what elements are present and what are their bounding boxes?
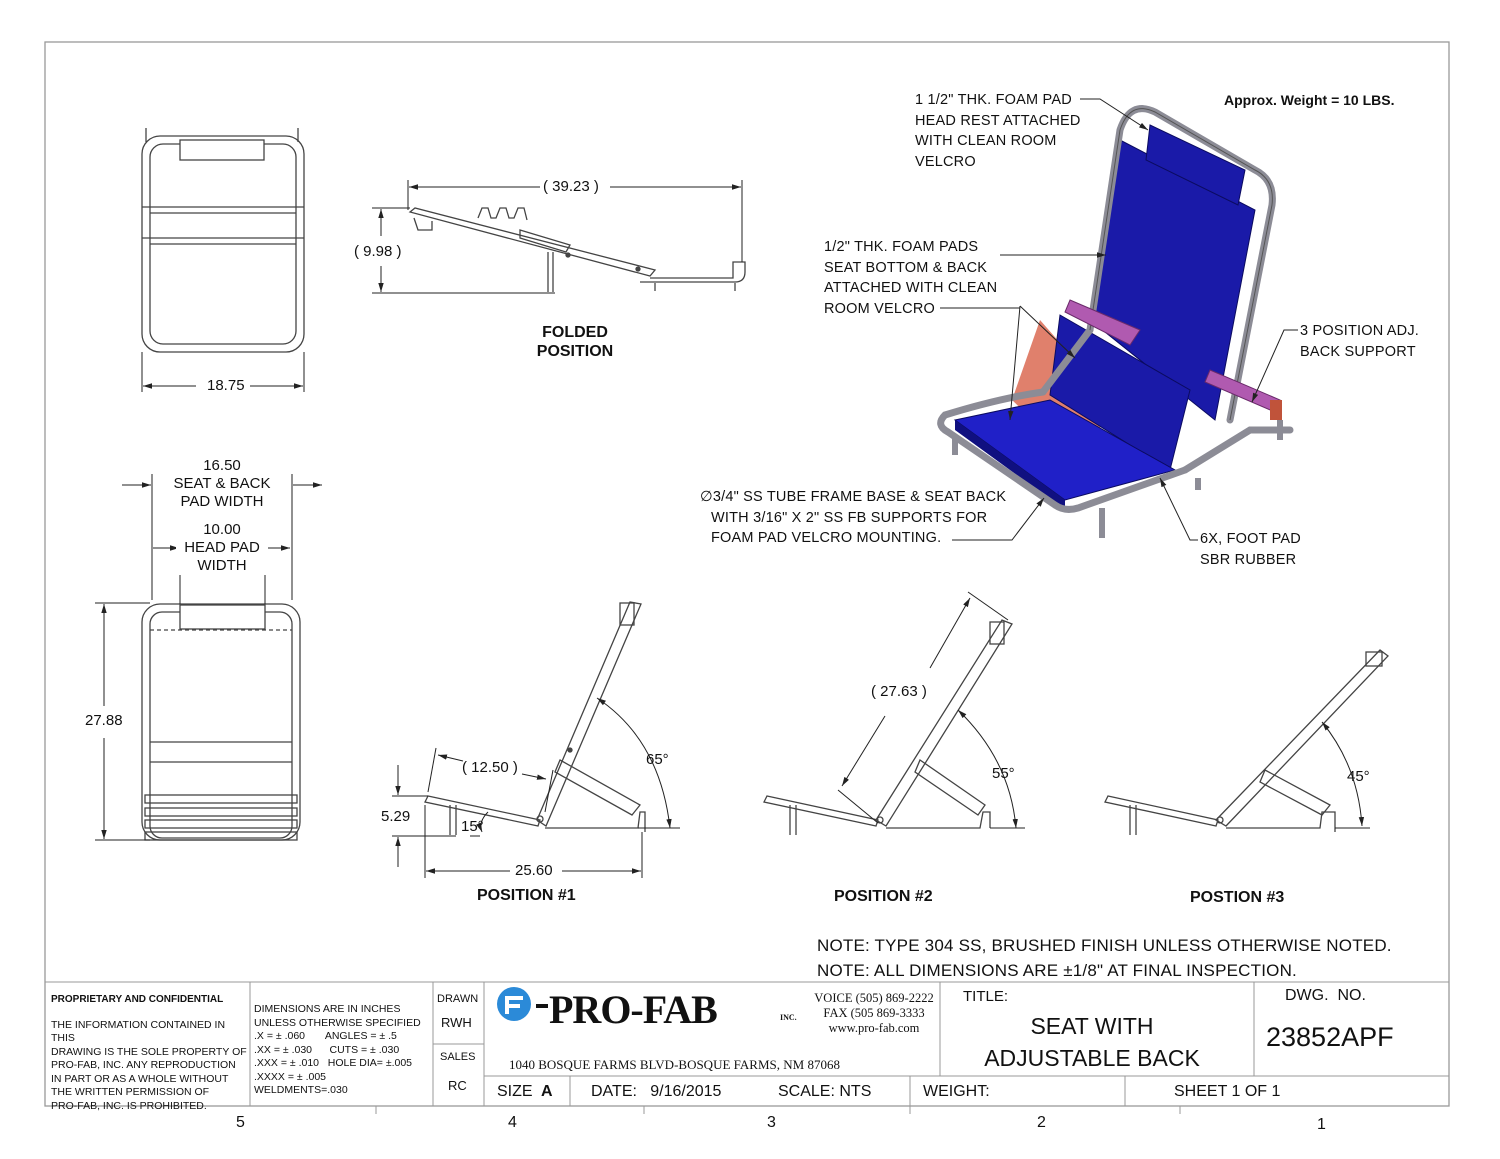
- position3-drawing: [1105, 650, 1388, 835]
- position1-drawing: [425, 602, 645, 835]
- dim-line: 16.50: [203, 457, 241, 474]
- scale-field: SCALE: NTS: [778, 1083, 872, 1100]
- sheet-field: SHEET 1 OF 1: [1174, 1083, 1281, 1100]
- callout-line: SEAT BOTTOM & BACK: [824, 259, 988, 276]
- folded-dims: [372, 180, 742, 293]
- tolerance-block: [254, 1003, 434, 1098]
- dim-pos2-angle: 55°: [992, 765, 1015, 782]
- folded-view-title: [530, 323, 620, 361]
- position1-title: POSITION #1: [477, 887, 576, 904]
- proprietary-block: [51, 993, 249, 1113]
- callout-line: ATTACHED WITH CLEAN: [824, 280, 998, 296]
- sales-label: SALES: [440, 1051, 476, 1063]
- voice-number: VOICE (505) 869-2222: [814, 991, 934, 1005]
- fax-number: FAX (505 869-3333: [823, 1006, 925, 1020]
- contact-block: [800, 991, 948, 1036]
- title-line: SEAT WITH: [1030, 1013, 1154, 1039]
- callout-line: SBR RUBBER: [1200, 551, 1297, 568]
- callout-line: BACK SUPPORT: [1300, 343, 1416, 360]
- date-field: DATE: 9/16/2015: [591, 1083, 722, 1100]
- iso-drawing: [941, 109, 1290, 538]
- proprietary-title: PROPRIETARY AND CONFIDENTIAL: [51, 994, 224, 1005]
- size-value: A: [541, 1083, 553, 1100]
- callout-line: 1 1/2" THK. FOAM PAD: [915, 92, 1072, 108]
- zone-label: 3: [767, 1114, 776, 1131]
- company-name: PRO-FAB: [549, 987, 717, 1032]
- proprietary-line: PRO-FAB, INC. ANY REPRODUCTION: [51, 1059, 236, 1071]
- dim-folded-height: ( 9.98 ): [354, 243, 402, 260]
- callout-line: ∅3/4" SS TUBE FRAME BASE & SEAT BACK: [700, 489, 1007, 505]
- proprietary-line: PRO-FAB, INC. IS PROHIBITED.: [51, 1099, 207, 1112]
- size-label: SIZE: [497, 1083, 533, 1100]
- website-link[interactable]: www.pro-fab.com: [828, 1021, 920, 1035]
- weight-note: Approx. Weight = 10 LBS.: [1224, 92, 1395, 108]
- frame-callout: [700, 487, 1006, 549]
- callout-line: 6X, FOOT PAD: [1200, 531, 1301, 547]
- tolerance-line: DIMENSIONS ARE IN INCHES: [254, 1003, 401, 1015]
- proprietary-line: IN PART OR AS A WHOLE WITHOUT: [51, 1072, 229, 1085]
- note-tolerance: NOTE: ALL DIMENSIONS ARE ±1/8" AT FINAL INSPECTION.: [817, 961, 1297, 980]
- front-view-drawing: [142, 604, 300, 840]
- dim-pos2-back-length: ( 27.63 ): [871, 683, 927, 700]
- top-view-drawing: [142, 128, 304, 352]
- dim-head-pad-width: [176, 521, 268, 575]
- callout-line: WITH 3/16" X 2" SS FB SUPPORTS FOR: [711, 509, 988, 526]
- title-label: TITLE:: [963, 988, 1009, 1005]
- drawn-label: DRAWN: [437, 993, 479, 1005]
- sales-value: RC: [448, 1078, 467, 1093]
- callout-line: ROOM VELCRO: [824, 300, 935, 317]
- dim-top-width: 18.75: [204, 377, 248, 394]
- company-address: 1040 BOSQUE FARMS BLVD-BOSQUE FARMS, NM 87068: [509, 1057, 840, 1072]
- proprietary-line: THE INFORMATION CONTAINED IN THIS: [51, 1018, 226, 1044]
- zone-ticks: [376, 1106, 1180, 1114]
- tolerance-line: .XXXX = ± .005: [254, 1070, 327, 1083]
- dim-line: WIDTH: [197, 557, 247, 574]
- dwg-no-value: 23852APF: [1266, 1022, 1394, 1052]
- seat-pads-callout: [824, 237, 997, 319]
- tolerance-line: .X = ± .060 ANGLES = ± .5: [254, 1030, 397, 1042]
- dim-line: SEAT & BACK: [173, 475, 271, 492]
- dim-pos3-angle: 45°: [1347, 768, 1370, 785]
- callout-line: 1/2" THK. FOAM PADS: [824, 239, 979, 255]
- dim-pos1-angle: 65°: [646, 751, 669, 768]
- dim-pos1-seat-angle: 15°: [461, 818, 484, 835]
- dim-front-height: 27.88: [85, 712, 123, 729]
- proprietary-line: DRAWING IS THE SOLE PROPERTY OF: [51, 1045, 247, 1058]
- dim-pos1-height: 5.29: [381, 808, 411, 825]
- zone-label: 5: [236, 1114, 245, 1131]
- zone-label: 4: [508, 1114, 517, 1131]
- proprietary-line: THE WRITTEN PERMISSION OF: [51, 1086, 210, 1098]
- head-pad-callout: [915, 90, 1081, 172]
- dim-line: PAD WIDTH: [180, 493, 264, 510]
- tolerance-line: UNLESS OTHERWISE SPECIFIED: [254, 1016, 421, 1029]
- foot-pad-callout: [1200, 529, 1301, 570]
- tolerance-line: .XX = ± .030 CUTS = ± .030: [254, 1043, 400, 1056]
- title-line: ADJUSTABLE BACK: [984, 1045, 1200, 1071]
- company-suffix: INC.: [780, 1013, 797, 1022]
- position1-dims: [392, 698, 680, 878]
- tolerance-line: .XXX = ± .010 HOLE DIA= ±.005: [254, 1057, 413, 1069]
- pro-fab-logo-icon: [497, 987, 548, 1021]
- dim-line: HEAD PAD: [184, 539, 260, 556]
- dim-pos1-back-length: ( 12.50 ): [462, 759, 518, 776]
- view-title-line: FOLDED: [542, 324, 608, 341]
- drawn-value: RWH: [441, 1015, 472, 1030]
- dwg-no-label: DWG. NO.: [1285, 987, 1366, 1004]
- callout-line: VELCRO: [915, 153, 976, 170]
- folded-side-drawing: [410, 208, 745, 292]
- note-finish: NOTE: TYPE 304 SS, BRUSHED FINISH UNLESS OTHERWISE NOTED.: [817, 936, 1392, 955]
- dim-pad-width: [166, 457, 278, 511]
- position3-title: POSTION #3: [1190, 889, 1285, 906]
- weight-field: WEIGHT:: [923, 1083, 990, 1100]
- dim-line: 10.00: [203, 521, 241, 538]
- drawing-title: [945, 1010, 1239, 1074]
- callout-line: 3 POSITION ADJ.: [1300, 323, 1420, 339]
- callout-line: FOAM PAD VELCRO MOUNTING.: [711, 530, 942, 546]
- callout-line: HEAD REST ATTACHED: [915, 112, 1081, 129]
- tolerance-line: WELDMENTS=.030: [254, 1084, 348, 1096]
- back-support-callout: [1300, 321, 1419, 362]
- dim-folded-length: ( 39.23 ): [543, 178, 599, 195]
- view-title-line: POSITION: [536, 343, 614, 360]
- zone-label: 2: [1037, 1114, 1046, 1131]
- callout-line: WITH CLEAN ROOM: [915, 133, 1057, 149]
- position2-title: POSITION #2: [834, 888, 933, 905]
- zone-label: 1: [1317, 1116, 1326, 1133]
- dim-pos1-length: 25.60: [515, 862, 553, 879]
